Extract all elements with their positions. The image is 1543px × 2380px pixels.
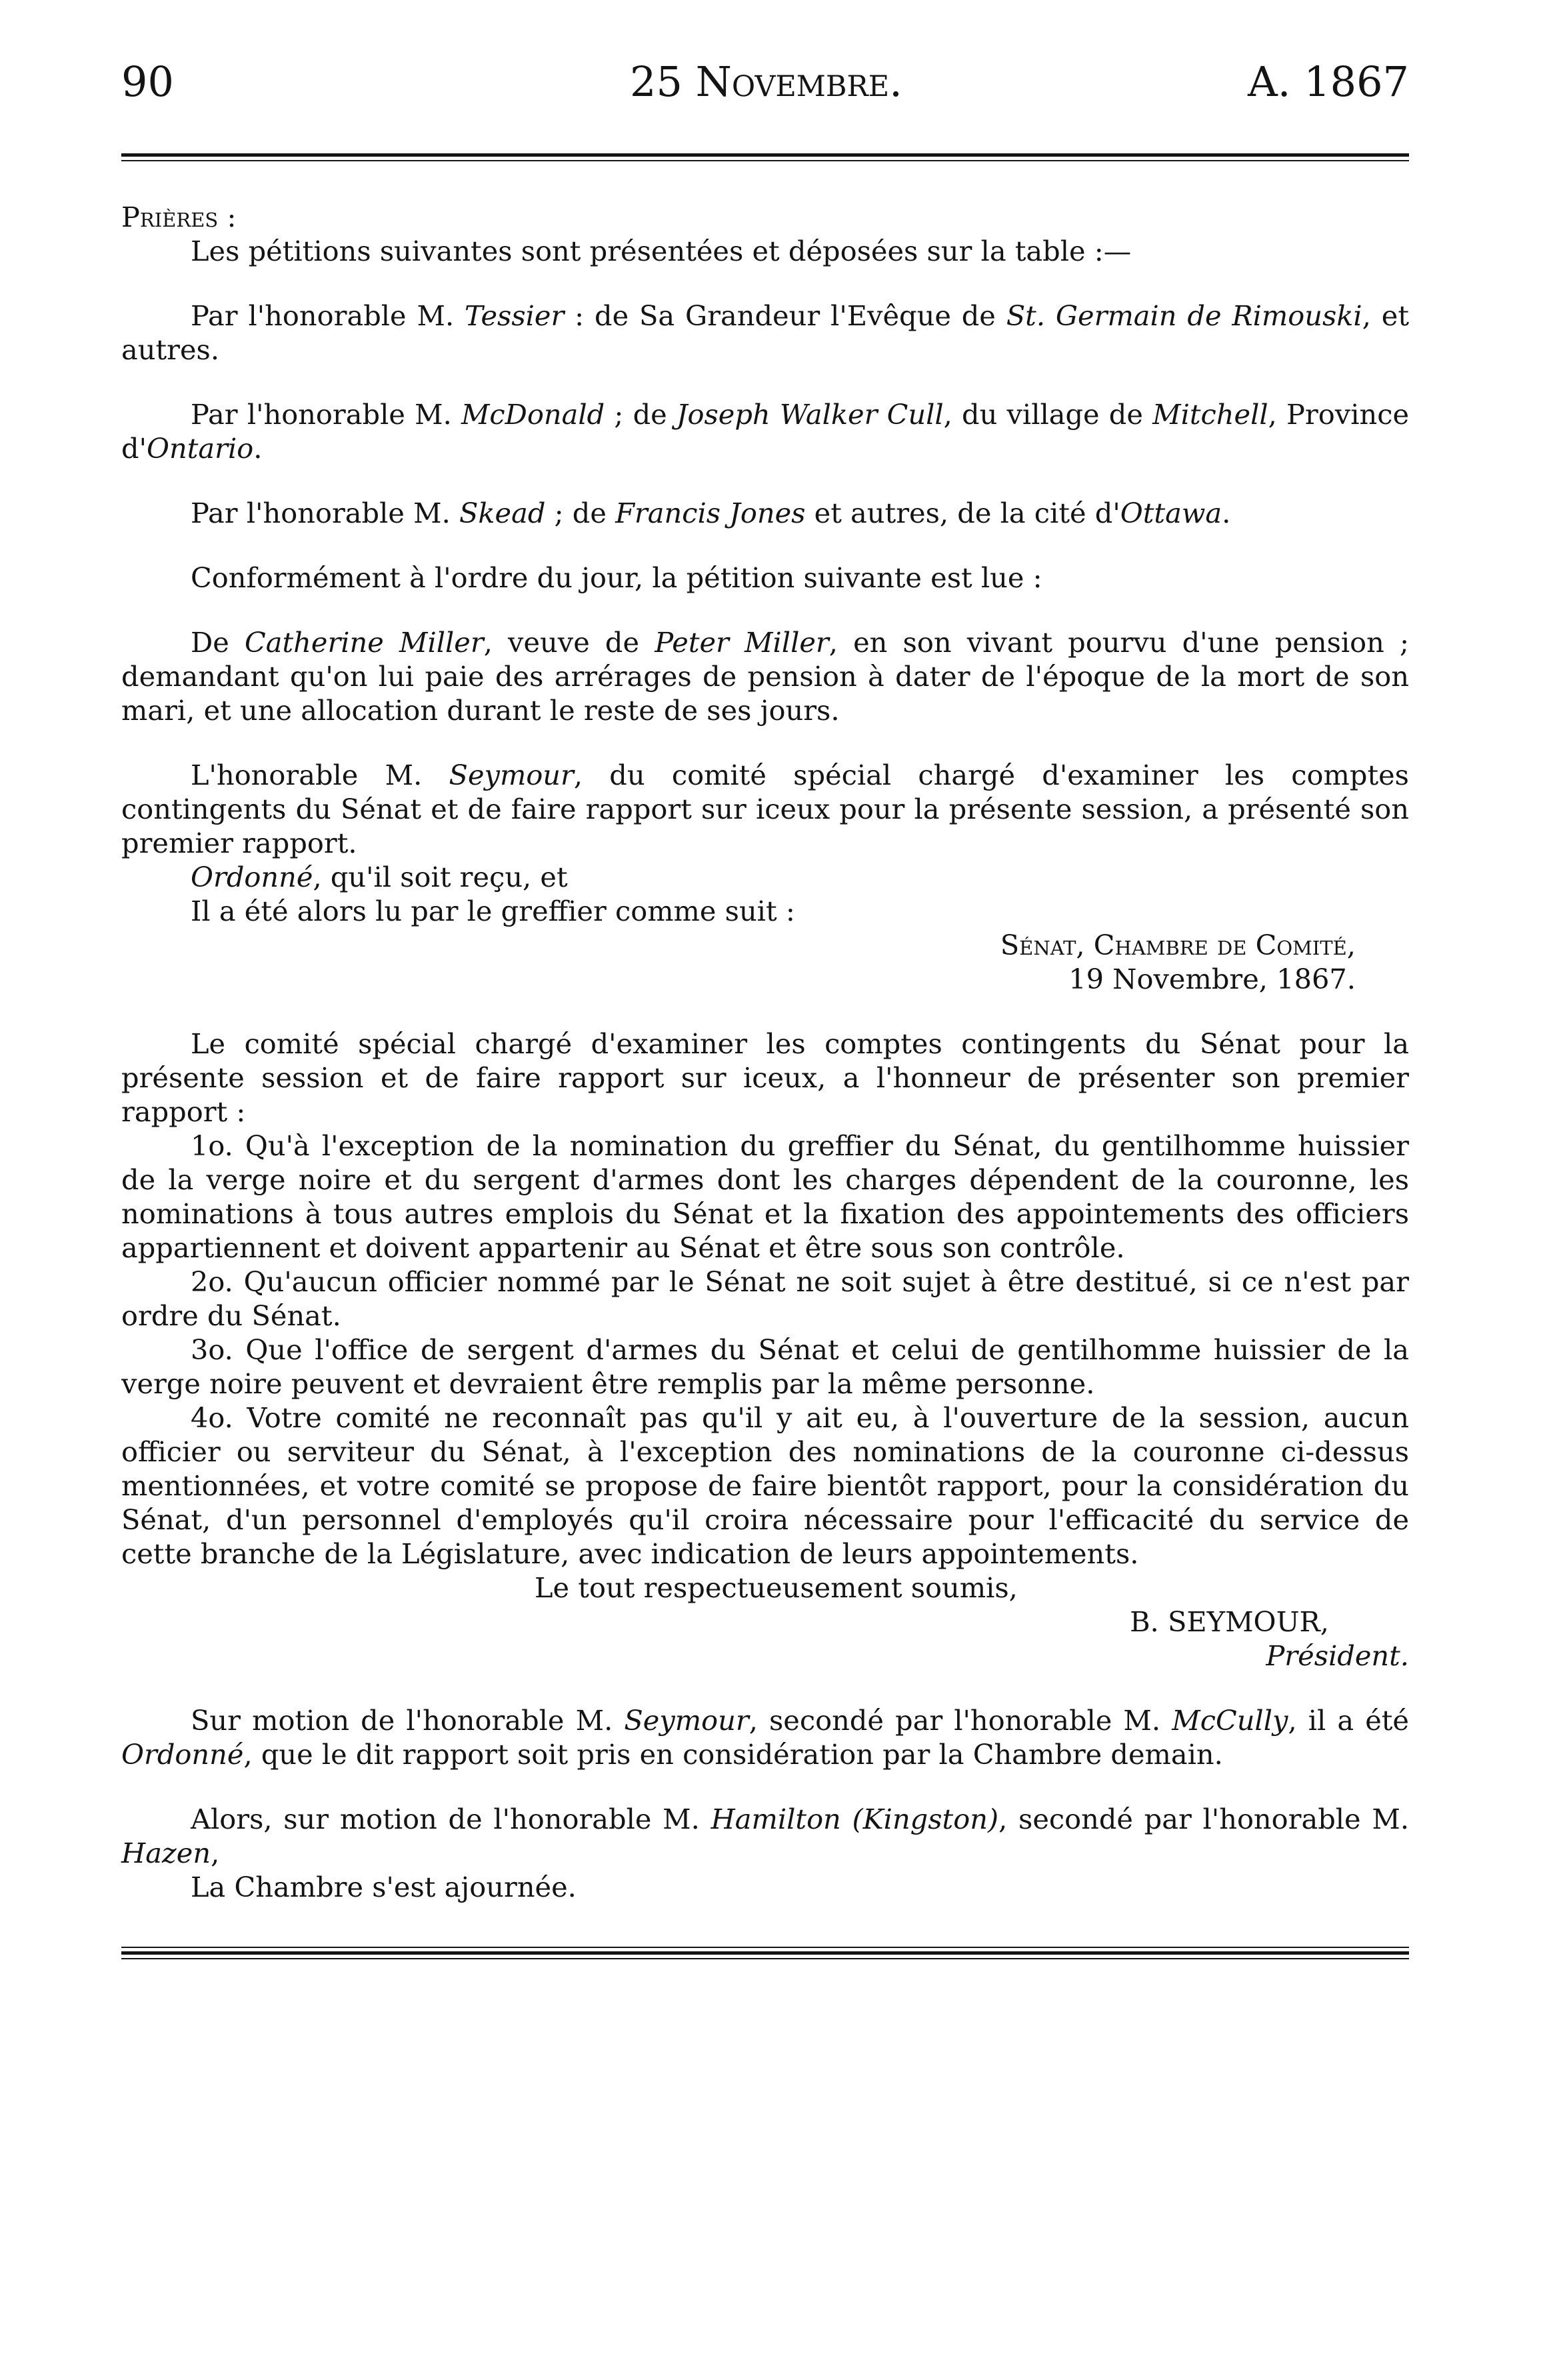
petition-entry: Par l'honorable M. McDonald ; de Joseph Walker Cull, du village de Mitchell, Province d'Ontario. <box>121 398 1410 465</box>
motion-paragraph: Sur motion de l'honorable M. Seymour, secondé par l'honorable M. McCully, il a été Ordonné, que le dit rapport soit pris en considération par la Chambre demain. <box>121 1704 1409 1771</box>
footer-rule-thin <box>121 1947 1409 1948</box>
report-intro: Le comité spécial chargé d'examiner les comptes contingents du Sénat pour la présente session et de faire rapport sur iceux, a l'honneur de présenter son premier rapport : <box>121 1027 1409 1128</box>
petition-entry: Par l'honorable M. Tessier : de Sa Grandeur l'Evêque de St. Germain de Rimouski, et autres. <box>121 299 1409 366</box>
prayers-heading: Prières : <box>121 201 237 233</box>
report-item: 2o. Qu'aucun officier nommé par le Sénat ne soit sujet à être destitué, si ce n'est par ordre du Sénat. <box>121 1265 1409 1332</box>
report-item: 4o. Votre comité ne reconnaît pas qu'il y ait eu, à l'ouverture de la session, aucun officier ou serviteur du Sénat, à l'exception des nominations de la couronne ci-dessus mentionnées, et votre comité se propose de faire bientôt rapport, pour la considération du Sénat, d'un personnel d'employés qu'il croira nécessaire pour l'efficacité du service de cette branche de la Législature, avec indication de leurs appointements. <box>121 1401 1409 1570</box>
adjournment-paragraph: Alors, sur motion de l'honorable M. Hamilton (Kingston), secondé par l'honorable M. Hazen, <box>121 1803 1410 1869</box>
footer-rule-thin <box>121 1958 1409 1959</box>
petition-entry: Par l'honorable M. Skead ; de Francis Jones et autres, de la cité d'Ottawa. <box>191 497 1231 529</box>
report-read-line: Il a été alors lu par le greffier comme suit : <box>191 895 795 927</box>
year-header: A. 1867 <box>1248 57 1409 106</box>
report-date: 19 Novembre, 1867. <box>1068 963 1356 995</box>
report-place: Sénat, Chambre de Comité, <box>1000 929 1356 961</box>
page-date-header: 25 Novembre. <box>630 57 902 106</box>
order-of-day-paragraph: Conformément à l'ordre du jour, la pétition suivante est lue : <box>191 561 1042 594</box>
ordered-received-line: Ordonné, qu'il soit reçu, et <box>191 861 568 893</box>
miller-petition-paragraph: De Catherine Miller, veuve de Peter Miller, en son vivant pourvu d'une pension ; demandant qu'on lui paie des arrérages de pension à dater de l'époque de la mort de son mari, et une allocation durant le reste de ses jours. <box>121 626 1409 727</box>
header-rule-thick <box>121 153 1409 157</box>
report-closing: Le tout respectueusement soumis, <box>535 1571 1018 1604</box>
adjournment-line: La Chambre s'est ajournée. <box>191 1871 577 1903</box>
page-number: 90 <box>121 57 174 106</box>
header-rule-thin <box>121 160 1409 161</box>
report-item: 3o. Que l'office de sergent d'armes du Sénat et celui de gentilhomme huissier de la verge noire peuvent et devraient être remplis par la même personne. <box>121 1333 1409 1400</box>
report-item: 1o. Qu'à l'exception de la nomination du greffier du Sénat, du gentilhomme huissier de la verge noire et du sergent d'armes dont les charges dépendent de la couronne, les nominations à tous autres emplois du Sénat et la fixation des appointements des officiers appartiennent et doivent appartenir au Sénat et être sous son contrôle. <box>121 1129 1409 1264</box>
petitions-intro: Les pétitions suivantes sont présentées et déposées sur la table :— <box>191 235 1132 267</box>
report-signatory-title: Président. <box>1266 1639 1409 1672</box>
report-presentation-paragraph: L'honorable M. Seymour, du comité spécial chargé d'examiner les comptes contingents du Sénat et de faire rapport sur iceux pour la présente session, a présenté son premier rapport. <box>121 759 1409 859</box>
footer-rule-thick <box>121 1951 1409 1955</box>
journal-body <box>121 200 1409 1904</box>
report-signature: B. SEYMOUR, <box>1130 1605 1329 1638</box>
